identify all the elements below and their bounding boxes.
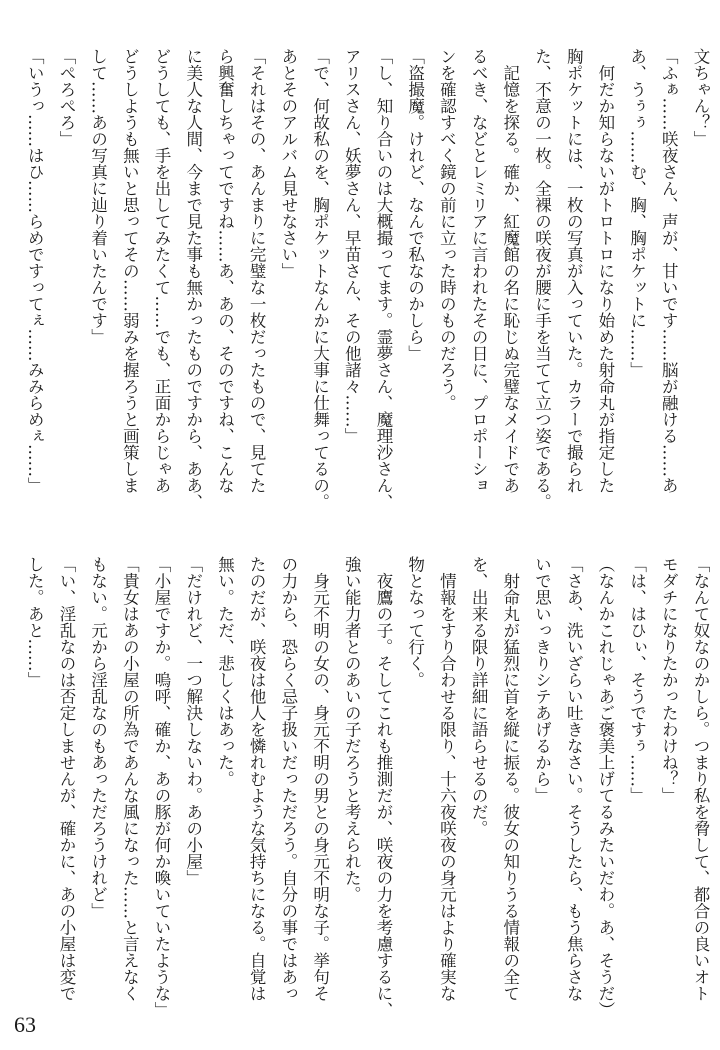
text-line: たのだが、咲夜は他人を憐れむような気持ちになる。自覚は (247, 556, 267, 1002)
text-line: あとそのアルバム見せなさい」 (278, 48, 298, 279)
text-block-top (19, 48, 716, 528)
text-line: 「それはその、あんまりに完璧な一枚だったもので、見てた (247, 48, 267, 494)
text-line: 「貴女はあの小屋の所為であんな風になった……と言えなく (120, 556, 140, 1002)
text-line: を、出来る限り詳細に語らせるのだ。 (469, 556, 489, 837)
text-line: 「で、何故私のを、胸ポケットなんかに大事に仕舞ってるの。 (310, 48, 330, 510)
text-line: 情報をすり合わせる限り、十六夜咲夜の身元はより確実な (437, 556, 457, 1002)
text-line: 「さあ、洗いざらい吐きなさい。そうしたら、もう焦らさな (564, 556, 584, 1002)
text-line: 強い能力者とのあいの子だろうと考えられた。 (342, 556, 362, 903)
text-line: 何だか知らないがトロトロになり始めた射命丸が指定した (595, 48, 615, 494)
text-line: 夜鷹の子。そしてこれも推測だが、咲夜の力を考慮するに、 (373, 556, 393, 1018)
text-line: の力から、恐らく忌子扱いだっただろう。自分の事ではあっ (278, 556, 298, 1002)
text-line: 胸ポケットには、一枚の写真が入っていた。カラーで撮られ (564, 48, 584, 494)
text-line: 物となって行く。 (405, 556, 425, 688)
text-line: もない。元から淫乱なのもあっただろうけれど」 (88, 556, 108, 919)
text-line: ンを確認すべく鏡の前に立った時のものだろう。 (437, 48, 457, 411)
text-line: して……あの写真に辿り着いたんです」 (88, 48, 108, 345)
text-line: ら興奮しちゃってですね……あ、あの、そのですね、こんな (215, 48, 235, 494)
text-block-bottom (19, 556, 716, 1026)
text-line: 「小屋ですか。嗚呼、確か、あの豚が何か喚いていたような」 (152, 556, 172, 1018)
text-line: 「いうっ……はひ……らめですってぇ……みみらめぇ……」 (25, 48, 45, 494)
text-line: 「なんて奴なのかしら。つまり私を脅して、都合の良いオト (691, 556, 710, 1002)
text-line: 「ぺろぺろ」 (56, 48, 76, 147)
text-line: アリスさん、妖夢さん、早苗さん、その他諸々……」 (342, 48, 362, 444)
text-line: 「盗撮魔。けれど、なんで私なのかしら」 (405, 48, 425, 362)
text-line: に美人な人間、今まで見た事も無かったものですから、ああ、 (183, 48, 203, 510)
text-line: 「い、淫乱なのは否定しませんが、確かに、あの小屋は変で (56, 556, 76, 1002)
text-line: 「は、はひぃ、そうですぅ……」 (627, 556, 647, 804)
text-line: 記憶を探る。確か、紅魔館の名に恥じぬ完璧なメイドであ (500, 48, 520, 494)
text-line: 射命丸が猛烈に首を縦に振る。彼女の知りうる情報の全て (500, 556, 520, 1002)
text-line: 無い。ただ、悲しくはあった。 (215, 556, 235, 787)
text-line: 「ふぁ……咲夜さん、声が、甘いです……脳が融ける……あ (659, 48, 679, 494)
text-line: 「し、知り合いのは大概撮ってます。霊夢さん、魔理沙さん、 (373, 48, 393, 510)
text-line: 「だけれど、一つ解決しないわ。あの小屋」 (183, 556, 203, 886)
text-line: 文ちゃん？」 (691, 48, 710, 147)
text-line: いで思いっきりシテあげるから」 (532, 556, 552, 804)
text-line: どうしようも無いと思ってその……弱みを握ろうと画策しま (120, 48, 140, 494)
text-line: た、不意の一枚。全裸の咲夜が腰に手を当てて立つ姿である。 (532, 48, 552, 510)
page-number: 63 (14, 1012, 36, 1037)
text-line: どうしても、手を出してみたくて……でも、正面からじゃあ (152, 48, 172, 494)
text-line: あ、うぅぅ……む、胸、胸ポケットに……」 (627, 48, 647, 378)
text-line: （なんかこれじゃあご褒美上げてるみたいだわ。あ、そうだ） (595, 556, 615, 1018)
text-line: した。あと……」 (25, 556, 45, 688)
text-line: 身元不明の女の、身元不明の男との身元不明な子。挙句そ (310, 556, 330, 1002)
text-line: るべき、などとレミリアに言われたその日に、プロポーショ (469, 48, 489, 494)
text-line: モダチになりたかったわけね？」 (659, 556, 679, 804)
